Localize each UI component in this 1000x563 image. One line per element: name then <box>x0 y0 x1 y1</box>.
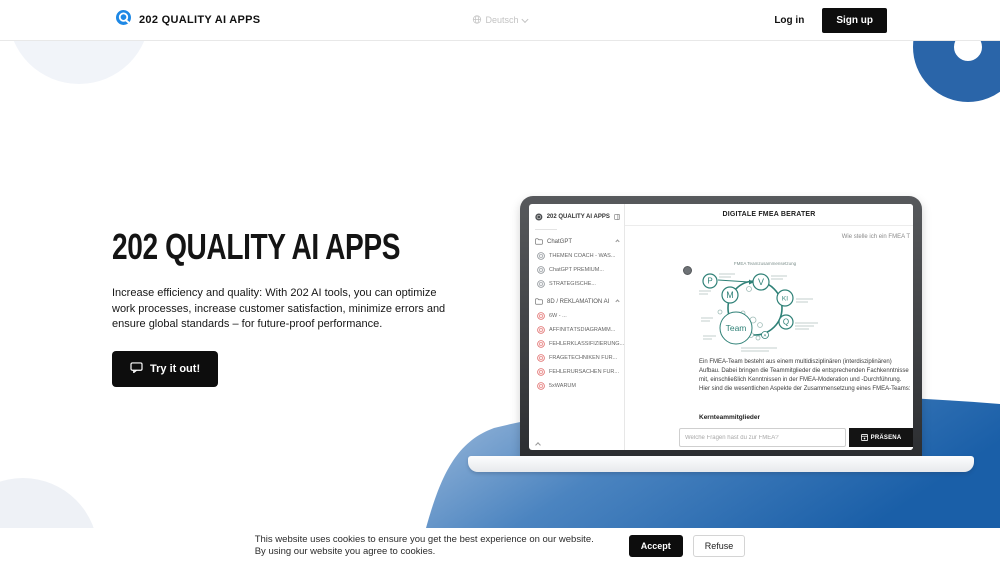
sidebar-item[interactable] <box>529 277 624 291</box>
sidebar-item-label: ChatGPT PREMIUM... <box>549 267 604 273</box>
sidebar-item[interactable] <box>529 323 624 337</box>
diagram-node-m: M <box>726 290 734 301</box>
fmea-diagram <box>695 256 827 361</box>
hero-description: Increase efficiency and quality: With 202 AI tools, you can optimize work processes, increase customer satisfaction, minimize errors and ensure global standards – for future-proof performance. <box>112 287 446 330</box>
chevron-down-icon <box>521 15 528 22</box>
sidebar-item[interactable] <box>529 365 624 379</box>
app-circle-icon-gray <box>537 266 545 274</box>
assistant-avatar <box>683 266 692 275</box>
sidebar-item[interactable] <box>529 379 624 393</box>
assistant-answer-subheading: Kernteammitglieder <box>699 414 761 421</box>
logo[interactable] <box>116 10 260 30</box>
app-circle-icon-red <box>537 368 545 376</box>
diagram-node-q: Q <box>782 317 790 327</box>
signup-button[interactable]: Sign up <box>822 8 887 33</box>
chevron-up-icon <box>615 239 619 243</box>
sidebar-item-label: AFFINITÄTSDIAGRAMM... <box>549 327 616 333</box>
present-button[interactable] <box>849 428 913 447</box>
sidebar-section-chatgpt[interactable] <box>529 234 624 249</box>
app-circle-icon-red <box>537 382 545 390</box>
user-chat-message: Wie stelle ich ein FMEA T <box>841 234 910 240</box>
sidebar-item[interactable] <box>529 263 624 277</box>
page-title: 202 QUALITY AI APPS <box>112 226 401 267</box>
assistant-answer-text: Ein FMEA-Team besteht aus einem multidisziplinären (interdisziplinären) Aufbau. Dabei bringen die Teammitglieder die entsprechenden Fachkenntnisse mit, einschließlich Kenntnissen in der FMEA-Moderation und -Durchführung. Hier sind die wesentlichen Aspekte der Zusammensetzung eines FMEA-Teams: <box>699 359 911 392</box>
app-circle-icon-red <box>537 326 545 334</box>
sidebar-item-label: 6W - ... <box>549 313 567 319</box>
language-label: Deutsch <box>485 15 519 25</box>
chat-bubble-icon <box>130 362 143 376</box>
app-title: 202 QUALITY AI APPS <box>546 214 610 220</box>
folder-icon <box>535 238 543 245</box>
try-it-out-button[interactable] <box>112 351 218 387</box>
app-logo-icon <box>535 212 543 222</box>
sidebar-item-label: FEHLERKLASSIFIZIERUNG... <box>548 341 624 347</box>
laptop-screen-content <box>529 204 913 450</box>
presentation-icon <box>861 434 868 441</box>
cookie-buttons <box>629 535 746 557</box>
app-header <box>625 204 913 226</box>
app-sidebar <box>529 204 625 450</box>
app-header-title: DIGITALE FMEA BERATER <box>722 211 816 218</box>
section-label: 8D / REKLAMATION AI <box>547 298 610 305</box>
cookie-message: This website uses cookies to ensure you get the best experience on our website. By using our website you agree to cookies. <box>254 533 594 557</box>
folder-icon <box>535 298 543 305</box>
laptop-screen-bezel <box>520 196 922 458</box>
sidebar-item-label: 5xWARUM <box>549 383 576 389</box>
app-sidebar-header <box>529 209 624 225</box>
app-circle-icon-gray <box>537 252 545 260</box>
sidebar-item-label: THEMEN COACH - WAS... <box>549 253 616 259</box>
sidebar-item[interactable] <box>529 309 624 323</box>
sidebar-item[interactable] <box>529 249 624 263</box>
language-selector[interactable] <box>472 15 527 26</box>
divider <box>535 229 557 230</box>
app-circle-icon-red <box>537 354 545 362</box>
sidebar-section-8d[interactable] <box>529 294 624 309</box>
chevron-up-icon <box>615 299 619 303</box>
laptop-mockup <box>468 196 974 478</box>
chat-input[interactable] <box>679 428 846 447</box>
diagram-node-a: A <box>763 332 767 338</box>
present-button-label: PRÄSENA <box>870 434 902 441</box>
sidebar-scroll-caret[interactable] <box>535 442 541 448</box>
hero-section <box>112 226 472 387</box>
sidebar-item[interactable] <box>529 337 624 351</box>
app-circle-icon-red <box>537 312 545 320</box>
sidebar-item-label: FEHLERURSACHEN FÜR... <box>549 369 619 375</box>
cookie-accept-button[interactable]: Accept <box>629 535 683 557</box>
app-circle-icon-gray <box>537 280 545 288</box>
globe-icon <box>472 15 481 26</box>
login-link[interactable]: Log in <box>774 14 805 26</box>
logo-text: 202 QUALITY AI APPS <box>139 14 261 26</box>
cookie-banner <box>0 528 1000 563</box>
cookie-refuse-button[interactable]: Refuse <box>693 535 746 557</box>
diagram-node-p: P <box>707 276 713 286</box>
logo-icon <box>116 10 131 30</box>
navbar-actions <box>774 8 887 33</box>
sidebar-item-label: FRAGETECHNIKEN FÜR... <box>549 355 618 361</box>
section-label: ChatGPT <box>547 238 573 245</box>
sidebar-item[interactable] <box>529 351 624 365</box>
sidebar-item-label: STRATEGISCHE... <box>549 281 596 287</box>
chat-input-row <box>679 428 913 447</box>
navbar <box>0 0 1000 41</box>
diagram-node-v: V <box>757 277 765 288</box>
app-main-panel <box>625 204 913 450</box>
laptop-base <box>468 456 974 472</box>
sidebar-collapse-icon[interactable] <box>614 213 620 221</box>
diagram-node-ki: KI <box>781 295 789 303</box>
try-it-out-label: Try it out! <box>150 362 201 375</box>
app-circle-icon-red <box>537 340 545 348</box>
diagram-node-team: Team <box>725 323 747 333</box>
diagram-title: FMEA Teamzusammensetzung <box>733 261 797 266</box>
